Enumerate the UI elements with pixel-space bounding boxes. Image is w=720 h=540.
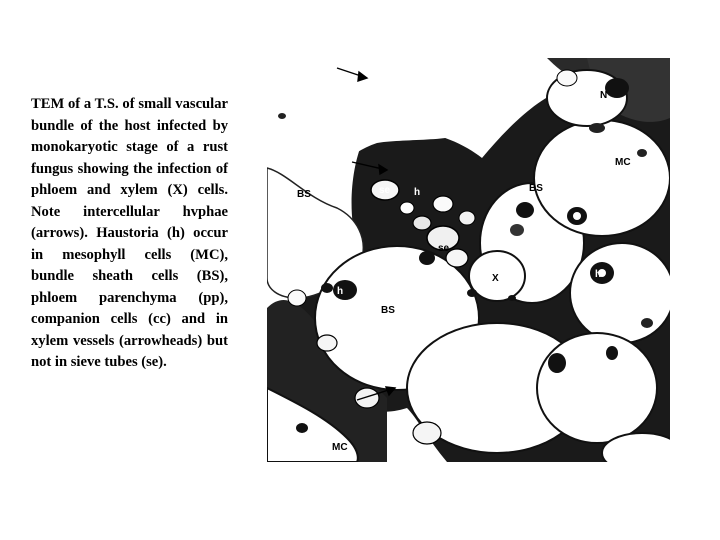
label-se-2: se: [438, 243, 450, 254]
label-h-2: h: [337, 286, 344, 297]
label-x: X: [492, 273, 499, 284]
label-bs-top: BS: [529, 183, 543, 194]
label-bs-center: BS: [381, 305, 395, 316]
tem-micrograph: [267, 58, 670, 462]
label-h-3: h: [595, 269, 602, 280]
label-h-1: h: [414, 187, 421, 198]
label-bs-left: BS: [297, 189, 311, 200]
label-mc-top: MC: [615, 157, 631, 168]
micrograph-drawing: [267, 58, 670, 462]
label-n: N: [600, 90, 608, 101]
label-se-1: se: [379, 185, 391, 196]
figure-caption: TEM of a T.S. of small vascular bundle of the host infected by monokaryotic stage of a rust fungus showing the infection of phloem and xylem (X) cells. Note intercellular hvphae (arrows). Haustoria (h) occur in mesophyll cells (MC), bundle sheath cells (BS), phloem parenchyma (pp), companion cells (cc) and in xylem vessels (arrowheads) but not in sieve tubes (se).: [31, 96, 228, 370]
label-mc-bottom: MC: [332, 442, 348, 453]
